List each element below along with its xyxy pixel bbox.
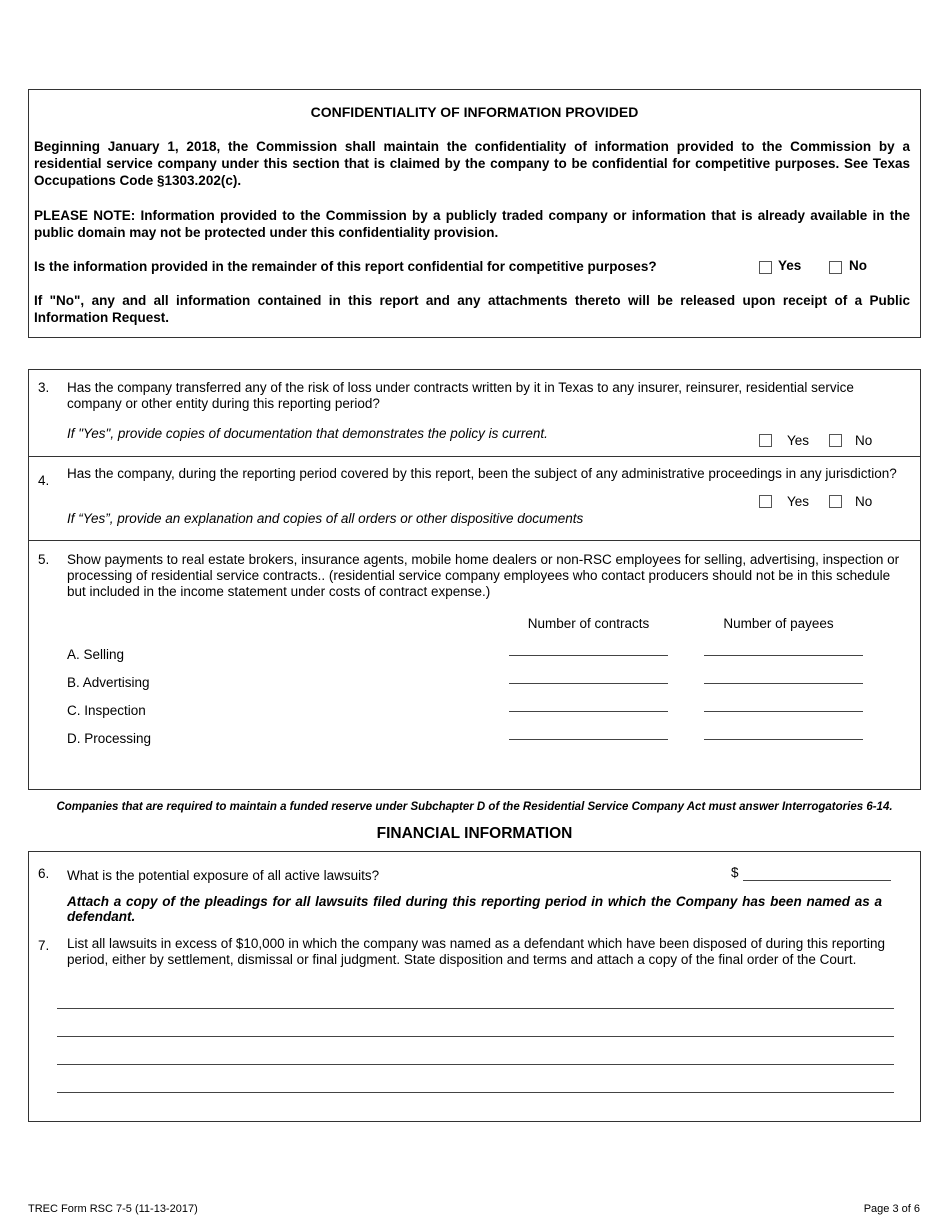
q5-number: 5. (38, 552, 50, 567)
q4-no-label: No (855, 494, 873, 509)
q4-divider (28, 540, 921, 541)
q7-answer-line-1[interactable] (57, 1008, 894, 1009)
inspection-contracts-field[interactable] (509, 711, 668, 712)
q3-divider (28, 456, 921, 457)
q3-yes-label: Yes (787, 433, 810, 448)
q3-note: If "Yes", provide copies of documentation that demonstrates the policy is current. (67, 426, 548, 441)
q6-number: 6. (38, 866, 50, 881)
q6-text: What is the potential exposure of all active lawsuits? (67, 868, 380, 883)
q5-column-payees: Number of payees (723, 616, 834, 631)
selling-contracts-field[interactable] (509, 655, 668, 656)
confidentiality-title: CONFIDENTIALITY OF INFORMATION PROVIDED (310, 104, 639, 120)
processing-contracts-field[interactable] (509, 739, 668, 740)
advertising-contracts-field[interactable] (509, 683, 668, 684)
q6-exposure-field[interactable] (743, 880, 891, 881)
q4-text: Has the company, during the reporting period covered by this report, been the subject of any administrative proceedings in any jurisdiction? (67, 466, 897, 481)
funded-reserve-note: Companies that are required to maintain a funded reserve under Subchapter D of the Residential Service Company Act must answer Interrogatories 6-14. (56, 801, 893, 813)
inspection-payees-field[interactable] (704, 711, 863, 712)
q5-text: Show payments to real estate brokers, insurance agents, mobile home dealers or non-RSC employees for selling, advertising, inspection or processing of residential service contracts.. (residential service company employees who contact producers should not be in this schedule but included in the income statement under costs of contract expense.) (67, 552, 900, 599)
q4-yes-checkbox[interactable] (759, 495, 772, 508)
selling-payees-field[interactable] (704, 655, 863, 656)
confidential-yes-checkbox[interactable] (759, 261, 772, 274)
q6-note: Attach a copy of the pleadings for all lawsuits filed during this reporting period in which the Company has been named as a defendant. (67, 894, 882, 924)
q5-row-inspection: C. Inspection (67, 703, 146, 718)
q3-no-checkbox[interactable] (829, 434, 842, 447)
footer-page-number: Page 3 of 6 (863, 1203, 920, 1215)
confidential-no-checkbox[interactable] (829, 261, 842, 274)
q5-row-advertising: B. Advertising (67, 675, 150, 690)
confidential-yes-label: Yes (778, 258, 802, 273)
q7-answer-line-2[interactable] (57, 1036, 894, 1037)
q4-note: If “Yes”, provide an explanation and copies of all orders or other dispositive documents (67, 511, 584, 526)
confidentiality-paragraph-1: Beginning January 1, 2018, the Commission shall maintain the confidentiality of information provided to the Commission by a residential service company under this section that is claimed by the company to be confidential for competitive purposes. See Texas Occupations Code §1303.202(c). (34, 139, 910, 188)
advertising-payees-field[interactable] (704, 683, 863, 684)
questions-6-7-section (28, 851, 921, 1122)
q3-no-label: No (855, 433, 873, 448)
confidentiality-paragraph-2: PLEASE NOTE: Information provided to the Commission by a publicly traded company or information that is already available in the public domain may not be protected under this confidentiality provision. (34, 208, 910, 240)
confidentiality-question: Is the information provided in the remainder of this report confidential for competitive purposes? (34, 259, 657, 274)
footer-form-id: TREC Form RSC 7-5 (11-13-2017) (28, 1203, 198, 1215)
q4-yes-label: Yes (787, 494, 810, 509)
financial-information-title: FINANCIAL INFORMATION (376, 825, 573, 842)
confidentiality-paragraph-3: If "No", any and all information contained in this report and any attachments thereto will be released upon receipt of a Public Information Request. (34, 293, 910, 325)
q3-text: Has the company transferred any of the risk of loss under contracts written by it in Texas to any insurer, reinsurer, residential service company or other entity during this reporting period? (67, 380, 854, 411)
confidential-no-label: No (849, 258, 867, 273)
q7-number: 7. (38, 938, 50, 953)
q7-answer-line-4[interactable] (57, 1092, 894, 1093)
q5-column-contracts: Number of contracts (527, 616, 650, 631)
q4-no-checkbox[interactable] (829, 495, 842, 508)
q3-number: 3. (38, 380, 50, 395)
q5-row-selling: A. Selling (67, 647, 125, 662)
q7-text: List all lawsuits in excess of $10,000 in which the company was named as a defendant which have been disposed of during this reporting period, either by settlement, dismissal or final judgment. State disposition and terms and attach a copy of the final order of the Court. (67, 936, 885, 967)
q3-yes-checkbox[interactable] (759, 434, 772, 447)
processing-payees-field[interactable] (704, 739, 863, 740)
q6-currency-sign: $ (731, 865, 739, 880)
q7-answer-line-3[interactable] (57, 1064, 894, 1065)
q5-row-processing: D. Processing (67, 731, 152, 746)
q4-number: 4. (38, 473, 50, 488)
